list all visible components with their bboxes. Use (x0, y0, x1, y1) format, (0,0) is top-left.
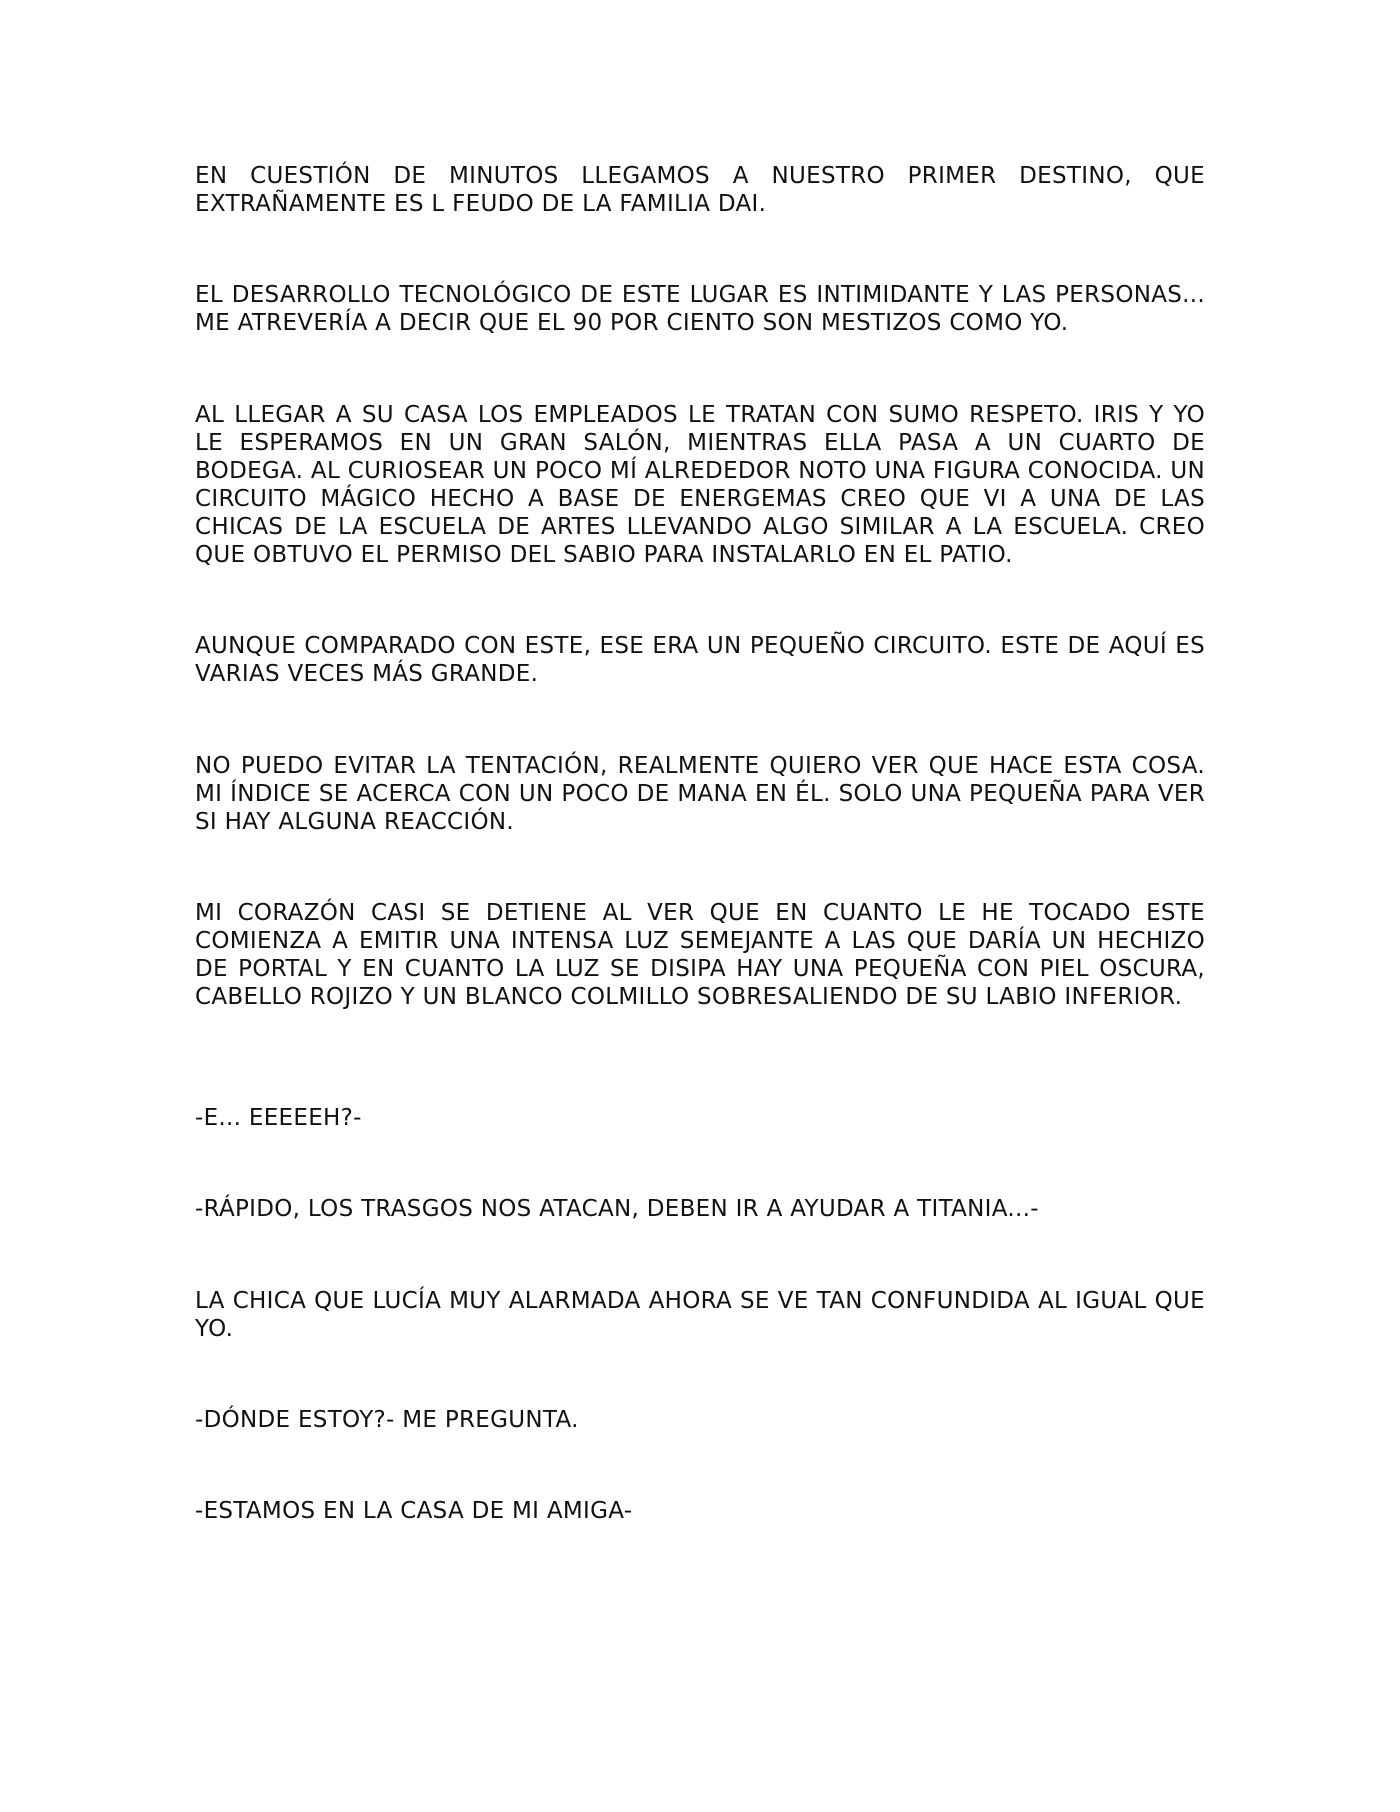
paragraph-temptation: NO PUEDO EVITAR LA TENTACIÓN, REALMENTE QUIERO VER QUE HACE ESTA COSA. MI ÍNDICE SE ACERCA CON UN POCO DE MANA EN ÉL. SOLO UNA PEQUEÑA PARA VER SI HAY ALGUNA REACCIÓN. (195, 753, 1205, 835)
paragraph-arrival: EN CUESTIÓN DE MINUTOS LLEGAMOS A NUESTRO PRIMER DESTINO, QUE EXTRAÑAMENTE ES L FEUDO DE LA FAMILIA DAI. (195, 163, 1205, 217)
dialogue-goblins-attack: -RÁPIDO, LOS TRASGOS NOS ATACAN, DEBEN IR A AYUDAR A TITANIA...- (195, 1196, 1039, 1222)
paragraph-circuit-size: AUNQUE COMPARADO CON ESTE, ESE ERA UN PEQUEÑO CIRCUITO. ESTE DE AQUÍ ES VARIAS VECES MÁS GRANDE. (195, 633, 1205, 687)
paragraph-technology: EL DESARROLLO TECNOLÓGICO DE ESTE LUGAR ES INTIMIDANTE Y LAS PERSONAS... ME ATREVERÍA A DECIR QUE EL 90 POR CIENTO SON MESTIZOS COMO YO. (195, 282, 1205, 336)
dialogue-friends-house: -ESTAMOS EN LA CASA DE MI AMIGA- (195, 1498, 633, 1524)
paragraph-confused-girl: LA CHICA QUE LUCÍA MUY ALARMADA AHORA SE VE TAN CONFUNDIDA AL IGUAL QUE YO. (195, 1288, 1205, 1342)
dialogue-where-am-i: -DÓNDE ESTOY?- ME PREGUNTA. (195, 1407, 579, 1433)
paragraph-portal-light: MI CORAZÓN CASI SE DETIENE AL VER QUE EN CUANTO LE HE TOCADO ESTE COMIENZA A EMITIR UNA INTENSA LUZ SEMEJANTE A LAS QUE DARÍA UN HECHIZO DE PORTAL Y EN CUANTO LA LUZ SE DISIPA HAY UNA PEQUEÑA CON PIEL OSCURA, CABELLO ROJIZO Y UN BLANCO COLMILLO SOBRESALIENDO DE SU LABIO INFERIOR. (195, 900, 1205, 1010)
paragraph-house-arrival: AL LLEGAR A SU CASA LOS EMPLEADOS LE TRATAN CON SUMO RESPETO. IRIS Y YO LE ESPERAMOS EN UN GRAN SALÓN, MIENTRAS ELLA PASA A UN CUARTO DE BODEGA. AL CURIOSEAR UN POCO MÍ ALREDEDOR NOTO UNA FIGURA CONOCIDA. UN CIRCUITO MÁGICO HECHO A BASE DE ENERGEMAS CREO QUE VI A UNA DE LAS CHICAS DE LA ESCUELA DE ARTES LLEVANDO ALGO SIMILAR A LA ESCUELA. CREO QUE OBTUVO EL PERMISO DEL SABIO PARA INSTALARLO EN EL PATIO. (195, 402, 1205, 568)
dialogue-surprise: -E... EEEEEH?- (195, 1105, 362, 1131)
